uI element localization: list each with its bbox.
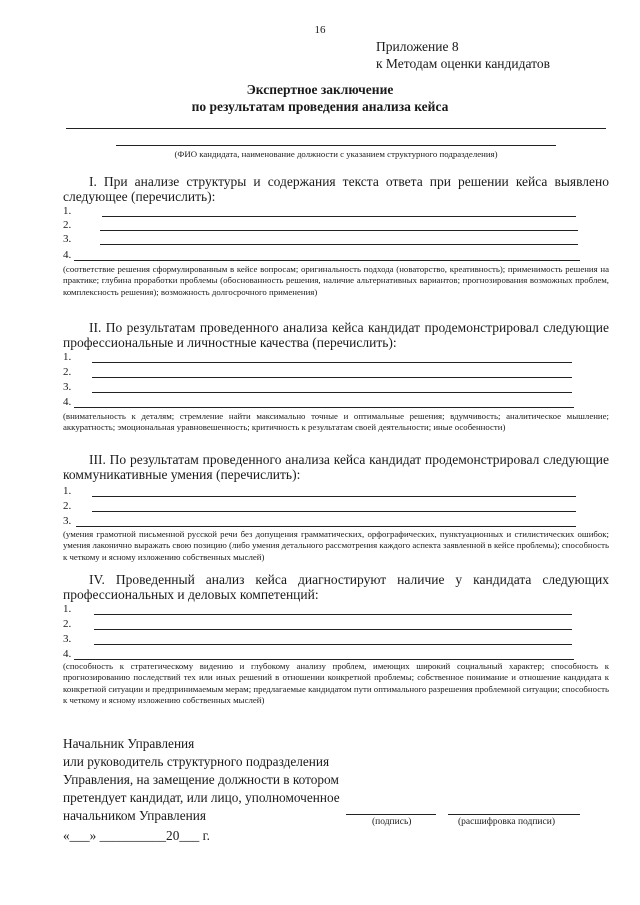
section-1-item-4: 4. (63, 249, 72, 261)
section-2-line-1 (92, 362, 572, 363)
section-4-line-4 (74, 659, 574, 660)
page-number: 16 (314, 24, 326, 36)
decode-caption: (расшифровка подписи) (458, 817, 555, 827)
section-4-item-4: 4. (63, 648, 72, 660)
section-3-item-2: 2. (63, 500, 72, 512)
section-2-item-4: 4. (63, 396, 72, 408)
signature-line-4: претендует кандидат, или лицо, уполномоченное (63, 790, 340, 805)
section-1-item-1: 1. (63, 205, 72, 217)
section-2-caption: (внимательность к деталям; стремление найти максимально точные и оптимальные решения; вдумчивость; аналитическое мышление; аккуратность; эмоциональная уравновешенность; критичность к результатам своей деятельности; иные особенности) (63, 411, 609, 433)
section-3-item-1: 1. (63, 485, 72, 497)
appendix-block (376, 38, 550, 72)
signature-line-3: Управления, на замещение должности в котором (63, 772, 339, 787)
sign-caption: (подпись) (372, 817, 412, 827)
section-1-item-2: 2. (63, 219, 72, 231)
section-2-item-3: 3. (63, 381, 72, 393)
appendix-line-1: Приложение 8 (376, 39, 459, 54)
document-subtitle: по результатам проведения анализа кейса (191, 99, 449, 114)
section-3-line-3 (76, 526, 576, 527)
section-4-item-3: 3. (63, 633, 72, 645)
section-1-item-3: 3. (63, 233, 72, 245)
section-3-item-3: 3. (63, 515, 72, 527)
signature-line-2: или руководитель структурного подразделения (63, 754, 330, 769)
signature-block (63, 735, 340, 825)
sign-line (346, 814, 436, 815)
signature-line-5: начальником Управления (63, 808, 206, 823)
section-2-item-1: 1. (63, 351, 72, 363)
section-3-line-2 (92, 511, 576, 512)
candidate-line-2 (116, 145, 556, 146)
section-3-caption: (умения грамотной письменной русской речи без допущения грамматических, орфографических, пунктуационных и стилистических ошибок; умения лаконично выражать свою позицию (либо умения детального рассмотрения каждого аспекта заявленной в кейсе проблемы); способность к четкому и ясному изложению собственных мыслей) (63, 529, 609, 562)
section-2-line-2 (92, 377, 572, 378)
document-title: Экспертное заключение (246, 82, 394, 97)
date-line: «___» __________20___ г. (63, 828, 210, 843)
fio-caption: (ФИО кандидата, наименование должности с указанием структурного подразделения) (174, 149, 498, 159)
decode-line (448, 814, 580, 815)
section-1-line-1 (102, 216, 576, 217)
section-4-heading: IV. Проведенный анализ кейса диагностируют наличие у кандидата следующих профессиональных и деловых компетенций: (63, 572, 609, 602)
section-4-item-2: 2. (63, 618, 72, 630)
section-4-line-2 (94, 629, 572, 630)
section-4-item-1: 1. (63, 603, 72, 615)
section-1-line-2 (100, 230, 578, 231)
section-1-line-4 (74, 260, 580, 261)
section-3-heading: III. По результатам проведенного анализа кейса кандидат продемонстрировал следующие коммуникативные умения (перечислить): (63, 452, 609, 482)
section-4-line-3 (94, 644, 572, 645)
section-2-heading: II. По результатам проведенного анализа кейса кандидат продемонстрировал следующие профессиональные и личностные качества (перечислить): (63, 320, 609, 350)
section-3-line-1 (92, 496, 576, 497)
section-1-heading: I. При анализе структуры и содержания текста ответа при решении кейса выявлено следующее (перечислить): (63, 174, 609, 204)
section-1-line-3 (100, 244, 578, 245)
appendix-line-2: к Методам оценки кандидатов (376, 56, 550, 71)
section-1-caption: (соответствие решения сформулированным в кейсе вопросам; оригинальность подхода (новаторство, креативность); применимость решения на практике; глубина проработки проблемы (обоснованность решения, наличие альтернативных вариантов; прогнозирования возможных проблем, комплексность решения); возможность долгосрочного применения) (63, 264, 609, 297)
signature-line-1: Начальник Управления (63, 736, 195, 751)
section-4-line-1 (94, 614, 572, 615)
section-4-caption: (способность к стратегическому видению и глубокому анализу проблем, имеющих широкий социальный характер; способность к прогнозированию последствий тех или иных решений в отношении конкретной проблемы; собственное понимание и отношение кандидата к конкретной ситуации и предпринимаемым мерам; предлагаемые кандидатом пути оптимального разрешения проблемной ситуации; способность к четкому и ясному изложению собственных мыслей) (63, 661, 609, 706)
candidate-line-1 (66, 128, 606, 129)
section-2-line-3 (92, 392, 572, 393)
section-2-line-4 (74, 407, 574, 408)
section-2-item-2: 2. (63, 366, 72, 378)
